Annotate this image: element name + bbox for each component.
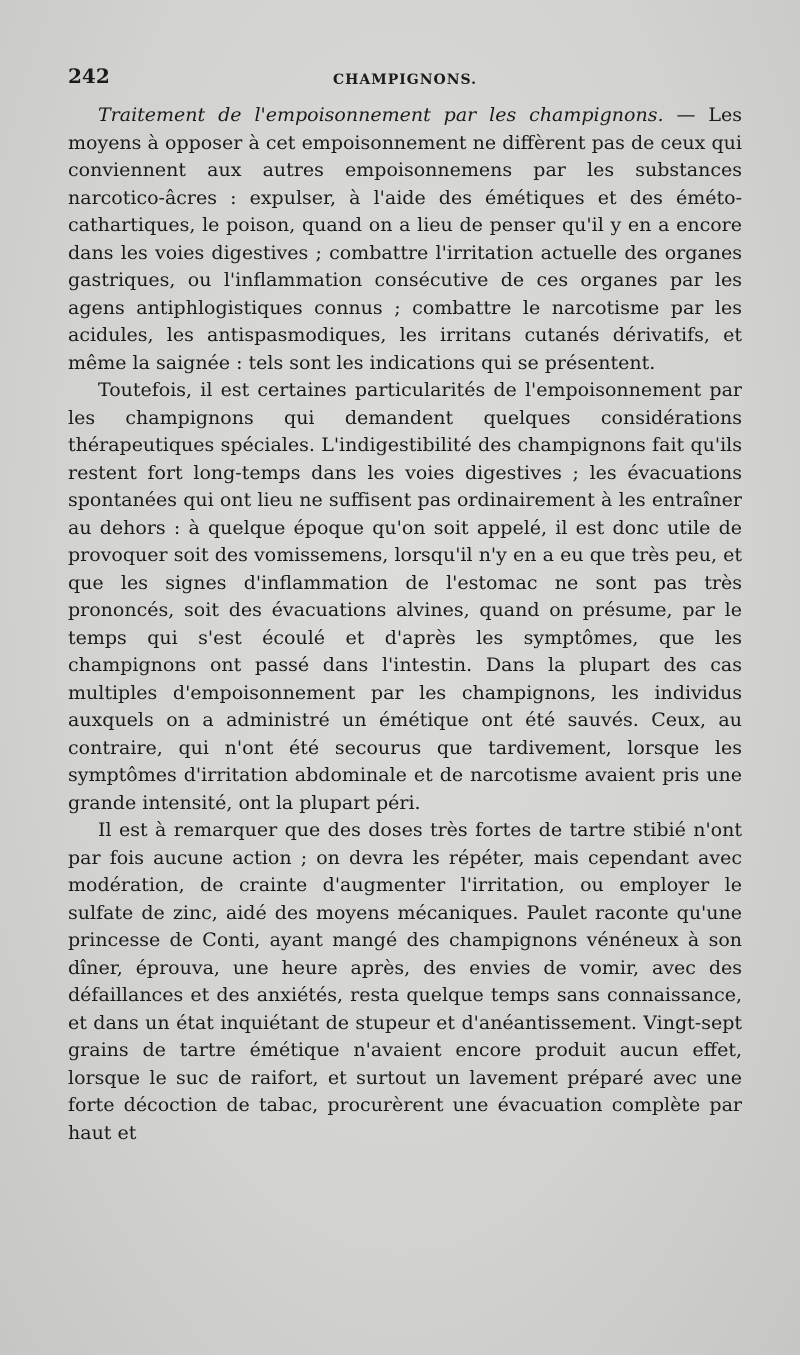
section-heading: Traitement de l'empoisonnement par les champignons. <box>98 104 664 126</box>
paragraph-treatment <box>68 102 742 377</box>
paragraph-tartar-emetic <box>68 817 742 1147</box>
body-text <box>68 102 742 1147</box>
paragraph-text: Toutefois, il est certaines particularités de l'empoisonnement par les champignons qui demandent quelques considérations thérapeutiques spéciales. L'indigestibilité des champignons fait qu'ils restent fort long-temps dans les voies digestives ; les évacuations spontanées qui ont lieu ne suffisent pas ordinairement à les entraîner au dehors : à quelque époque qu'on soit appelé, il est donc utile de provoquer soit des vomissemens, lorsqu'il n'y en a eu que très peu, et que les signes d'inflammation de l'estomac ne sont pas très prononcés, soit des évacuations alvines, quand on présume, par le temps qui s'est écoulé et d'après les symptômes, que les champignons ont passé dans l'intestin. Dans la plupart des cas multiples d'empoisonnement par les champignons, les individus auxquels on a administré un émétique ont été sauvés. Ceux, au contraire, qui n'ont été secourus que tardivement, lorsque les symptômes d'irritation abdominale et de narcotisme avaient pris une grande intensité, ont la plupart péri. <box>68 379 742 814</box>
page-number: 242 <box>68 64 110 88</box>
paragraph-text: — Les moyens à opposer à cet empoisonnement ne diffèrent pas de ceux qui conviennent aux autres empoisonnemens par les substances narcotico-âcres : expulser, à l'aide des émétiques et des éméto-cathartiques, le poison, quand on a lieu de penser qu'il y en a encore dans les voies digestives ; combattre l'irritation actuelle des organes gastriques, ou l'inflammation consécutive de ces organes par les agens antiphlogistiques connus ; combattre le narcotisme par les acidules, les antispasmodiques, les irritans cutanés dérivatifs, et même la saignée : tels sont les indications qui se présentent. <box>68 104 742 374</box>
running-title: CHAMPIGNONS. <box>332 72 478 88</box>
paragraph-text: Il est à remarquer que des doses très fortes de tartre stibié n'ont par fois aucune action ; on devra les répéter, mais cependant avec modération, de crainte d'augmenter l'irritation, ou employer le sulfate de zinc, aidé des moyens mécaniques. Paulet raconte qu'une princesse de Conti, ayant mangé des champignons vénéneux à son dîner, éprouva, une heure après, des envies de vomir, avec des défaillances et des anxiétés, resta quelque temps sans connaissance, et dans un état inquiétant de stupeur et d'anéantissement. Vingt-sept grains de tartre émétique n'avaient encore produit aucun effet, lorsque le suc de raifort, et surtout un lavement préparé avec une forte décoction de tabac, procurèrent une évacuation complète par haut et <box>68 819 742 1144</box>
page-header <box>68 64 742 94</box>
paragraph-particularities <box>68 377 742 817</box>
